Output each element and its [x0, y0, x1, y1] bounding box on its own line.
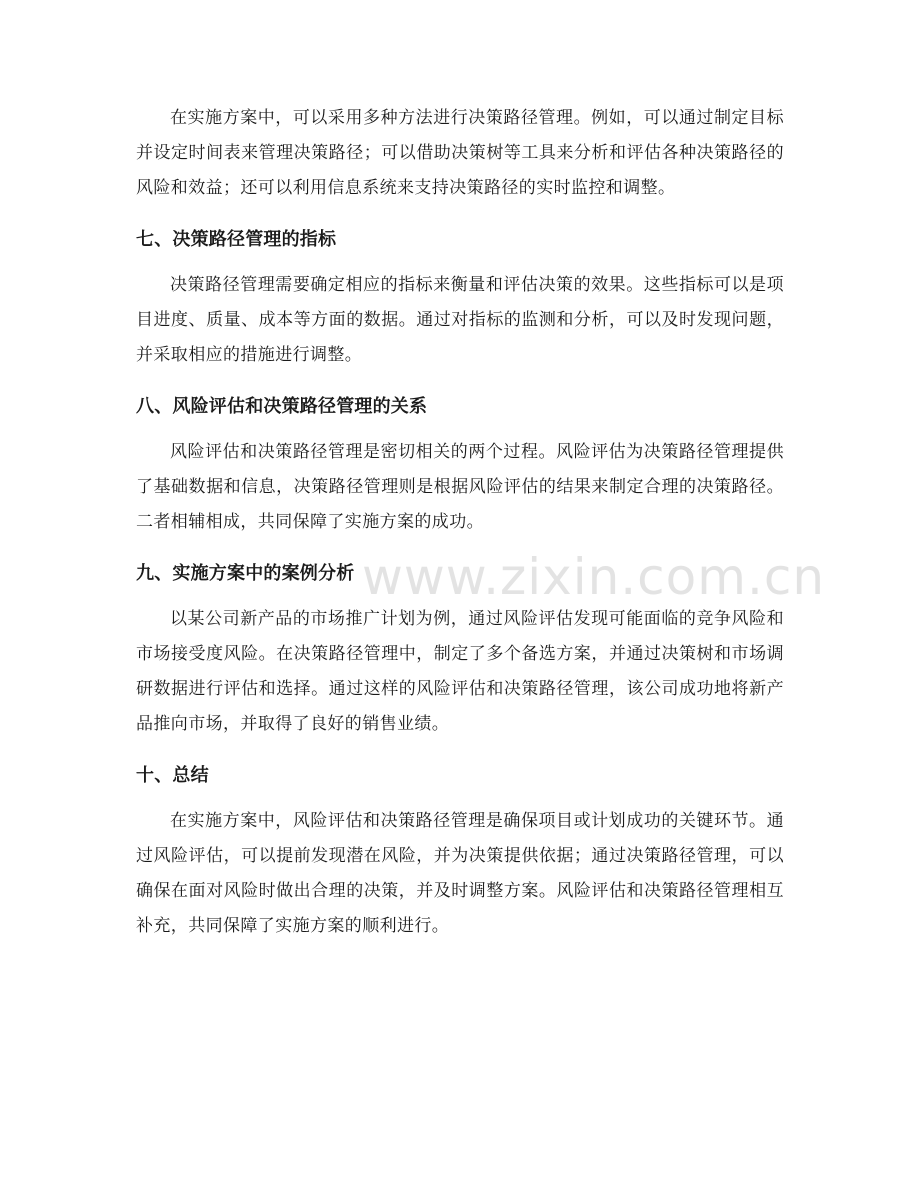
paragraph-section-9: 以某公司新产品的市场推广计划为例，通过风险评估发现可能面临的竞争风险和市场接受度风险。在决策路径管理中，制定了多个备选方案，并通过决策树和市场调研数据进行评估和选择。通过这样的风险评估和决策路径管理，该公司成功地将新产品推向市场，并取得了良好的销售业绩。 [136, 609, 784, 734]
paragraph-section-7: 决策路径管理需要确定相应的指标来衡量和评估决策的效果。这些指标可以是项目进度、质量、成本等方面的数据。通过对指标的监测和分析，可以及时发现问题，并采取相应的措施进行调整。 [136, 275, 784, 365]
paragraph-section-8: 风险评估和决策路径管理是密切相关的两个过程。风险评估为决策路径管理提供了基础数据和信息，决策路径管理则是根据风险评估的结果来制定合理的决策路径。二者相辅相成，共同保障了实施方案的成功。 [136, 442, 784, 532]
heading-section-7: 七、决策路径管理的指标 [136, 229, 337, 250]
watermark: www.zixin.com.cn [362, 548, 826, 606]
paragraph-methods: 在实施方案中，可以采用多种方法进行决策路径管理。例如，可以通过制定目标并设定时间表来管理决策路径；可以借助决策树等工具来分析和评估各种决策路径的风险和效益；还可以利用信息系统来支持决策路径的实时监控和调整。 [136, 108, 784, 198]
heading-section-10: 十、总结 [136, 765, 209, 786]
heading-section-9: 九、实施方案中的案例分析 [136, 563, 355, 584]
heading-section-8: 八、风险评估和决策路径管理的关系 [136, 396, 428, 417]
paragraph-section-10: 在实施方案中，风险评估和决策路径管理是确保项目或计划成功的关键环节。通过风险评估，可以提前发现潜在风险，并为决策提供依据；通过决策路径管理，可以确保在面对风险时做出合理的决策，并及时调整方案。风险评估和决策路径管理相互补充，共同保障了实施方案的顺利进行。 [136, 811, 784, 936]
document-page [136, 101, 784, 944]
